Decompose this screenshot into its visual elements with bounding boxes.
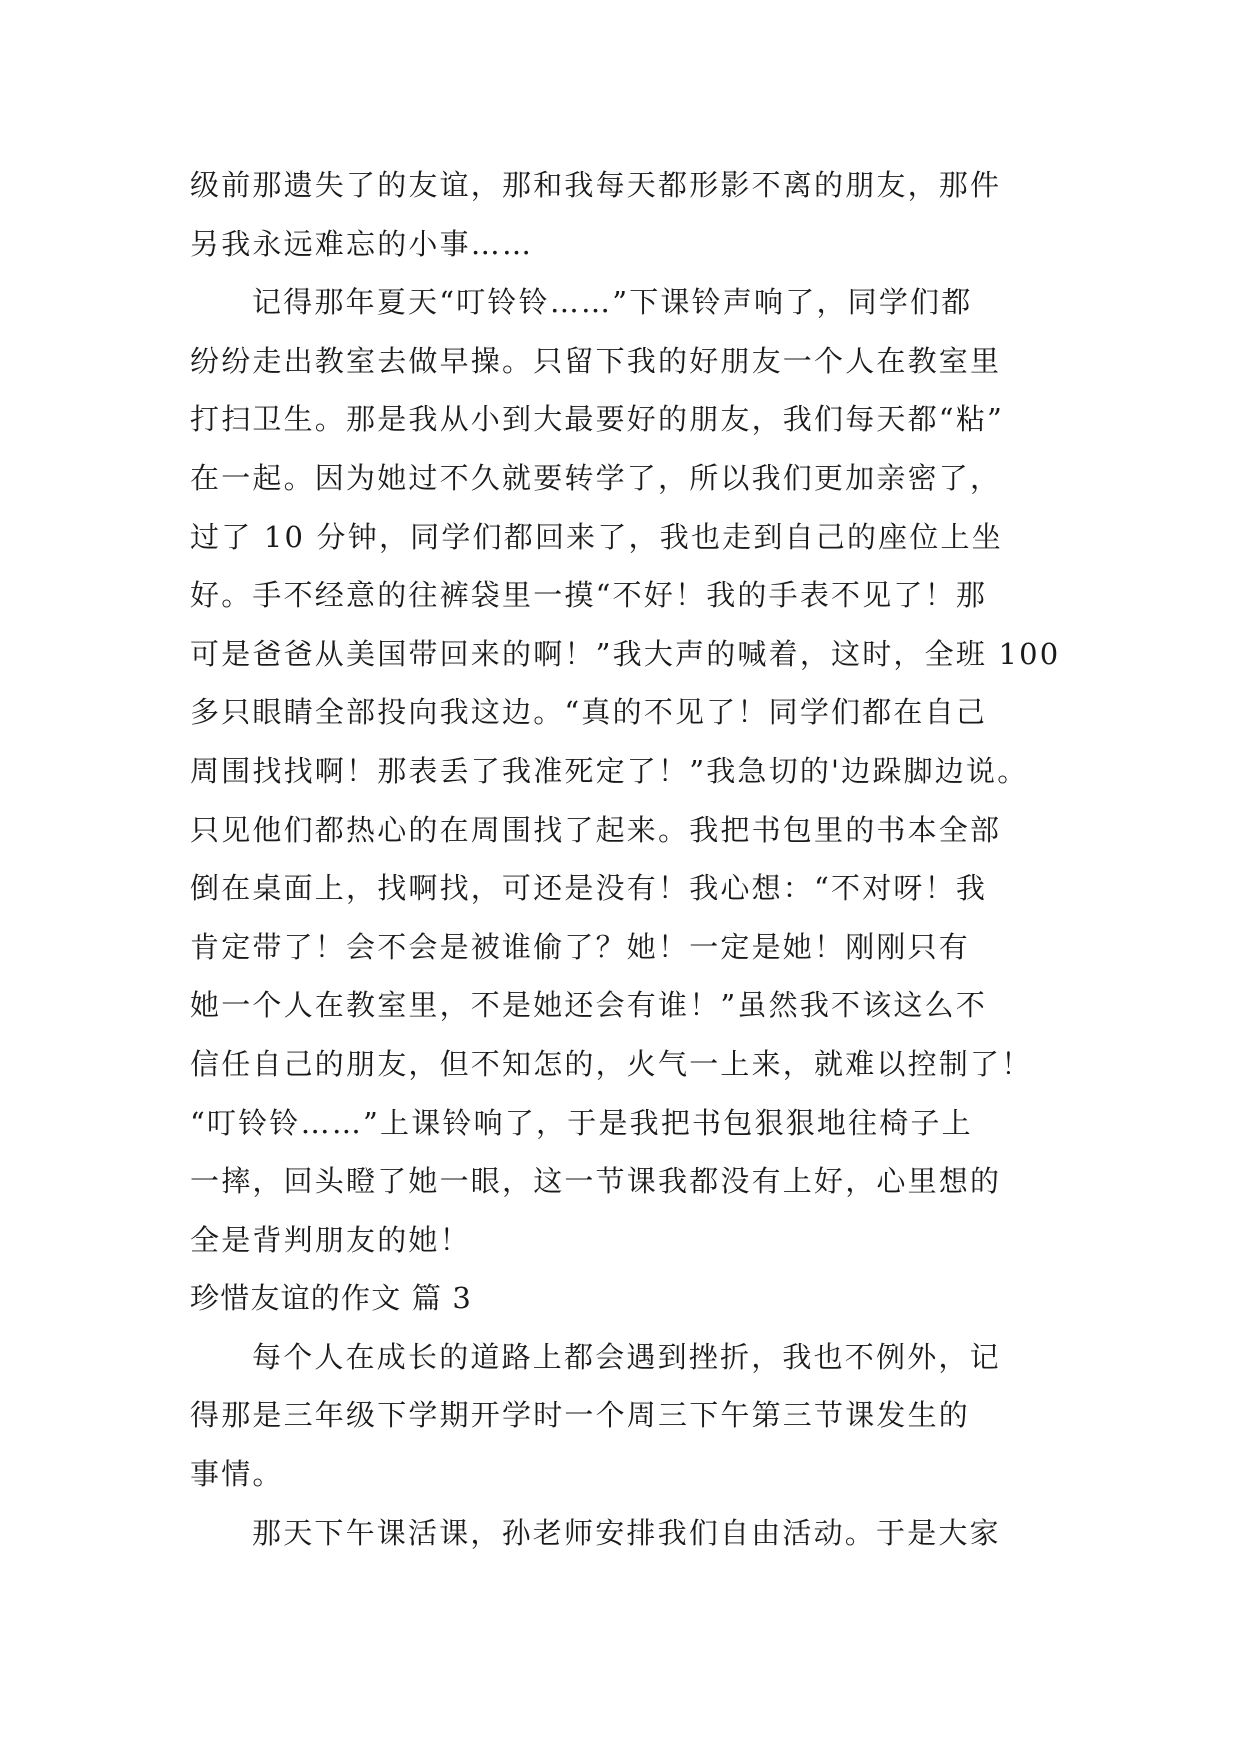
text-line: 事情。	[190, 1457, 284, 1492]
text-line: 好。手不经意的往裤袋里一摸“不好！我的手表不见了！那	[190, 578, 988, 613]
text-line: 肯定带了！会不会是被谁偷了？她！一定是她！刚刚只有	[190, 929, 971, 964]
text-line: 一摔，回头瞪了她一眼，这一节课我都没有上好，心里想的	[190, 1164, 1002, 1199]
text-line: 得那是三年级下学期开学时一个周三下午第三节课发生的	[190, 1398, 971, 1433]
text-line: 只见他们都热心的在周围找了起来。我把书包里的书本全部	[190, 812, 1002, 847]
text-line: 打扫卫生。那是我从小到大最要好的朋友，我们每天都“粘”	[190, 402, 1005, 437]
text-line: 周围找找啊！那表丢了我准死定了！”我急切的'边跺脚边说。	[190, 753, 1029, 788]
text-line: 纷纷走出教室去做早操。只留下我的好朋友一个人在教室里	[190, 343, 1002, 378]
text-line: 过了 10 分钟，同学们都回来了，我也走到自己的座位上坐	[190, 519, 1003, 554]
paragraph-start-line: 那天下午课活课，孙老师安排我们自由活动。于是大家	[252, 1515, 1001, 1550]
text-line: 多只眼睛全部投向我这边。“真的不见了！同学们都在自己	[190, 695, 988, 730]
section-heading: 珍惜友谊的作文 篇 3	[190, 1281, 473, 1316]
article-body	[190, 156, 1070, 1562]
text-line: 倒在桌面上，找啊找，可还是没有！我心想：“不对呀！我	[190, 871, 988, 906]
text-line: 另我永远难忘的小事……	[190, 226, 534, 261]
text-line: 她一个人在教室里，不是她还会有谁！”虽然我不该这么不	[190, 988, 988, 1023]
paragraph-start-line: 每个人在成长的道路上都会遇到挫折，我也不例外，记	[252, 1339, 1001, 1374]
text-line: 信任自己的朋友，但不知怎的，火气一上来，就难以控制了！	[190, 1046, 1033, 1081]
text-line: “叮铃铃……”上课铃响了，于是我把书包狠狠地往椅子上	[190, 1105, 973, 1140]
text-line: 可是爸爸从美国带回来的啊！”我大声的喊着，这时，全班 100	[190, 636, 1061, 671]
paragraph-start-line: 记得那年夏天“叮铃铃……”下课铃声响了，同学们都	[252, 285, 973, 320]
text-line: 全是背判朋友的她！	[190, 1222, 471, 1257]
text-line: 级前那遗失了的友谊，那和我每天都形影不离的朋友，那件	[190, 168, 1002, 202]
text-line: 在一起。因为她过不久就要转学了，所以我们更加亲密了，	[190, 460, 1002, 495]
